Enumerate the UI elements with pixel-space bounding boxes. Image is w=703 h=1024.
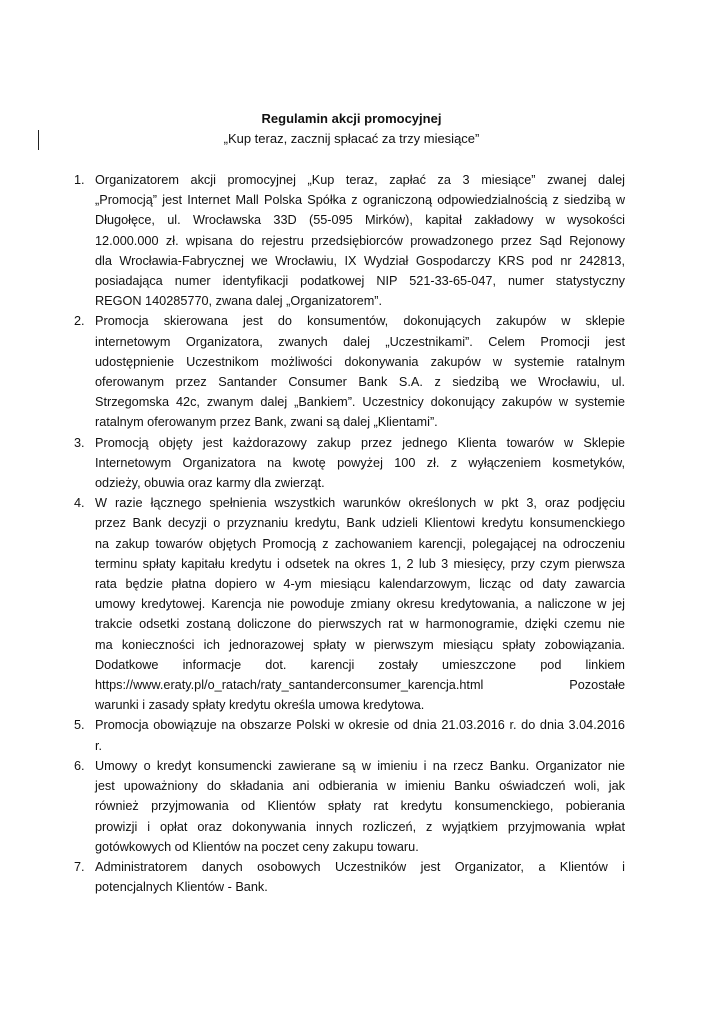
rule-4 <box>74 493 625 715</box>
rule-line: Organizatorem akcji promocyjnej „Kup teraz, zapłać za 3 miesiące” zwanej dalej <box>95 173 625 187</box>
rule-line: również przyjmowania od Klientów spłaty rat kredytu konsumenckiego, pobierania <box>95 799 625 814</box>
rule-2 <box>74 311 625 432</box>
rule-line: warunki i zasady spłaty kredytu określa umowa kredytowa. <box>95 698 425 713</box>
rule-line: ma konieczności ich jednorazowej spłaty w pierwszym miesiącu spłaty zobowiązania. <box>95 637 625 652</box>
rule-line: r. <box>95 738 103 753</box>
rule-line: Promocja skierowana jest do konsumentów, dokonujących zakupów w sklepie <box>95 314 625 329</box>
rule-line: Administratorem danych osobowych Uczestników jest Organizator, a Klientów i <box>95 859 625 874</box>
rule-line: Dodatkowe informacje dot. karencji zostały umieszczone pod linkiem <box>95 657 625 672</box>
rules-list <box>74 170 625 897</box>
rule-line: W razie łącznego spełnienia wszystkich warunków określonych w pkt 3, oraz podjęciu <box>95 496 625 511</box>
rule-line: rata będzie płatna dopiero w 4-ym miesiącu kalendarzowym, licząc od daty zawarcia <box>95 577 625 592</box>
document-title: Regulamin akcji promocyjnej <box>261 111 442 126</box>
rule-line: jest upoważniony do składania ani odbierania w imieniu Banku oświadczeń woli, jak <box>95 779 625 794</box>
rule-line: trakcie odsetki zostaną doliczone do pierwszych rat w harmonogramie, dzięki czemu nie <box>95 617 625 632</box>
rule-line: odzieży, obuwia oraz karmy dla zwierząt. <box>95 476 325 491</box>
link-line <box>95 675 625 695</box>
rule-line: dla Wrocławia-Fabrycznej we Wrocławiu, IX Wydział Gospodarczy KRS pod nr 242813, <box>95 253 625 268</box>
rule-line: REGON 140285770, zwana dalej „Organizatorem”. <box>95 294 383 309</box>
rule-line: Promocją objęty jest każdorazowy zakup przez jednego Klienta towarów w Sklepie <box>95 435 625 450</box>
rule-line: potencjalnych Klientów - Bank. <box>95 880 268 895</box>
rule-line: przez Bank decyzji o przyznaniu kredytu, Bank udzieli Klientowi kredytu konsumenckiego <box>95 516 625 531</box>
rule-line: Umowy o kredyt konsumencki zawierane są w imieniu i na rzecz Banku. Organizator nie <box>95 758 625 773</box>
rule-line: Promocja obowiązuje na obszarze Polski w okresie od dnia 21.03.2016 r. do dnia 3.04.2016 <box>95 718 625 733</box>
rule-line: Długołęce, ul. Wrocławska 33D (55-095 Mirków), kapitał zakładowy w wysokości <box>95 213 625 228</box>
rule-7 <box>74 857 625 897</box>
rule-line: „Promocją” jest Internet Mall Polska Spółka z ograniczoną odpowiedzialnością z siedzibą w <box>95 193 625 208</box>
rule-3 <box>74 433 625 494</box>
rule-line: Internetowym Organizatora na kwotę powyżej 100 zł. z wyłączeniem kosmetyków, <box>95 455 625 470</box>
rule-line: umowy kredytowej. Karencja nie powoduje zmiany okresu kredytowania, a naliczone w jej <box>95 597 625 612</box>
rule-line: udostępnienie Uczestnikom możliwości dokonywania zakupów w systemie ratalnym <box>95 354 625 369</box>
rule-line: oferowanym przez Santander Consumer Bank S.A. z siedzibą we Wrocławiu, ul. <box>95 375 625 390</box>
rule-number: 4. <box>74 496 85 511</box>
rule-line: internetowym Organizatora, zwanych dalej „Uczestnikami”. Celem Promocji jest <box>95 334 625 349</box>
rule-line: gotówkowych od Klientów na poczet ceny zakupu towaru. <box>95 839 419 854</box>
rule-line: ratalnym oferowanym przez Bank, zwani są dalej „Klientami”. <box>95 415 438 430</box>
rule-line: terminu spłaty kapitału kredytu i odsetek na okres 1, 2 lub 3 miesięcy, przy czym pierwsza <box>95 556 625 571</box>
rule-1 <box>74 170 625 311</box>
rule-line: Strzegomska 42c, zwanym dalej „Bankiem”. Uczestnicy dokonujący zakupów w systemie <box>95 395 625 410</box>
rule-number: 1. <box>74 173 85 187</box>
rule-number: 2. <box>74 314 85 329</box>
document-subtitle: „Kup teraz, zacznij spłacać za trzy miesiące” <box>223 131 480 146</box>
rule-6 <box>74 756 625 857</box>
karencja-link[interactable]: https://www.eraty.pl/o_ratach/raty_santanderconsumer_karencja.html <box>95 678 484 693</box>
rule-5 <box>74 715 625 755</box>
rule-number: 7. <box>74 859 85 874</box>
rule-line: 12.000.000 zł. wpisana do rejestru przedsiębiorców prowadzonego przez Sąd Rejonowy <box>95 233 625 248</box>
rule-line: prowizji i opłat oraz dokonywania innych rozliczeń, z wyjątkiem przyjmowania wpłat <box>95 819 625 834</box>
rule-line-tail: Pozostałe <box>569 678 625 693</box>
rule-line: na zakup towarów objętych Promocją z zachowaniem karencji, polegającej na odroczeniu <box>95 536 625 551</box>
rule-number: 3. <box>74 435 85 450</box>
rule-number: 6. <box>74 758 85 773</box>
rule-line: posiadająca numer identyfikacji podatkowej NIP 521-33-65-047, numer statystyczny <box>95 274 625 289</box>
rule-number: 5. <box>74 718 85 733</box>
